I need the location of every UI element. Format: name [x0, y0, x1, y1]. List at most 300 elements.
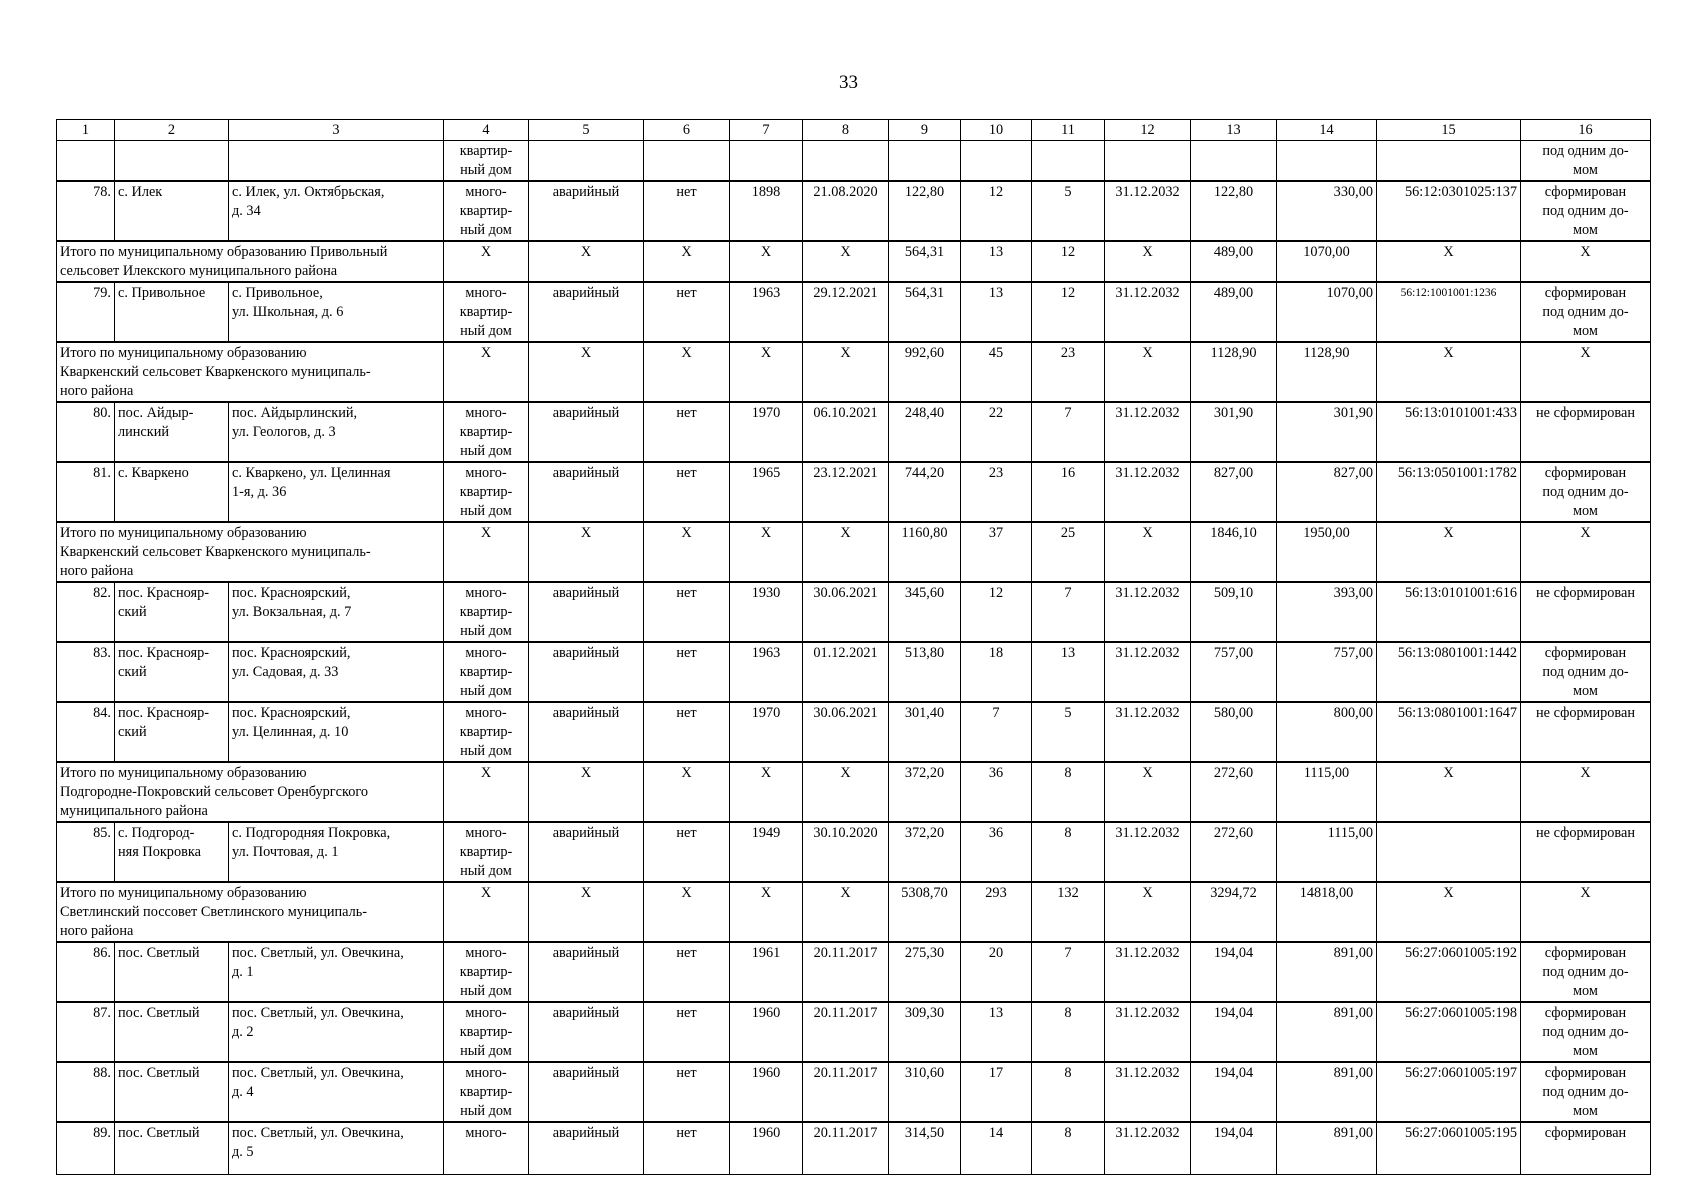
settlement-cell: пос. Краснояр- ский [115, 642, 229, 702]
status-cell: аварийный [529, 181, 644, 241]
row-number: 84. [57, 702, 115, 762]
subtotal-x-cell: Х [444, 762, 529, 822]
status-cell: аварийный [529, 282, 644, 342]
building-type-cell: много- квартир- ный дом [444, 1002, 529, 1062]
building-type-cell: много- квартир- ный дом [444, 582, 529, 642]
subtotal-area-cell: 1160,80 [889, 522, 961, 582]
deadline-cell: 31.12.2032 [1105, 582, 1191, 642]
land-status-cell: не сформирован [1521, 822, 1651, 882]
table-row [57, 702, 1651, 762]
subtotal-x-cell: Х [803, 762, 889, 822]
flats-cell: 7 [1032, 582, 1105, 642]
subtotal-residents-cell: 13 [961, 241, 1032, 282]
area-cell: 372,20 [889, 822, 961, 882]
building-type-cell: много- квартир- ный дом [444, 942, 529, 1002]
area-planned-cell: 194,04 [1191, 1122, 1277, 1174]
residents-cell: 36 [961, 822, 1032, 882]
subtotal-cadastre-cell: Х [1377, 342, 1521, 402]
subtotal-x-cell: Х [803, 342, 889, 402]
reserve-cell: нет [644, 1002, 730, 1062]
residents-cell: 12 [961, 181, 1032, 241]
subtotal-area-cell: 372,20 [889, 762, 961, 822]
address-cell: пос. Айдырлинский, ул. Геологов, д. 3 [229, 402, 444, 462]
area-cell: 513,80 [889, 642, 961, 702]
subtotal-land-cell: Х [1521, 241, 1651, 282]
flats-cell: 8 [1032, 1002, 1105, 1062]
subtotal-residents-cell: 37 [961, 522, 1032, 582]
area-total-cell: 330,00 [1277, 181, 1377, 241]
subtotal-label: Итого по муниципальному образованию Подгородне-Покровский сельсовет Оренбургского муниципального района [57, 762, 444, 822]
column-header-4: 4 [444, 120, 529, 141]
cadastre-cell: 56:13:0101001:616 [1377, 582, 1521, 642]
year-cell: 1963 [730, 282, 803, 342]
table-row [57, 282, 1651, 342]
reserve-cell: нет [644, 642, 730, 702]
area-cell: 309,30 [889, 1002, 961, 1062]
housing-table [56, 119, 1651, 1175]
area-total-cell: 301,90 [1277, 402, 1377, 462]
subtotal-cadastre-cell: Х [1377, 882, 1521, 942]
area-planned-cell: 757,00 [1191, 642, 1277, 702]
settlement-cell: с. Кваркено [115, 462, 229, 522]
table-row [57, 462, 1651, 522]
subtotal-cadastre-cell: Х [1377, 522, 1521, 582]
subtotal-label: Итого по муниципальному образованию Светлинский поссовет Светлинского муниципаль- ного района [57, 882, 444, 942]
row-number: 87. [57, 1002, 115, 1062]
area-cell: 301,40 [889, 702, 961, 762]
date-cell: 21.08.2020 [803, 181, 889, 241]
subtotal-x-cell: Х [644, 882, 730, 942]
cadastre-cell: 56:13:0801001:1442 [1377, 642, 1521, 702]
column-header-10: 10 [961, 120, 1032, 141]
subtotal-x-cell: Х [529, 762, 644, 822]
area-total-cell: 827,00 [1277, 462, 1377, 522]
subtotal-flats-cell: 25 [1032, 522, 1105, 582]
residents-cell: 7 [961, 702, 1032, 762]
settlement-cell: с. Привольное [115, 282, 229, 342]
subtotal-area-cell: 5308,70 [889, 882, 961, 942]
settlement-cell: с. Подгород- няя Покровка [115, 822, 229, 882]
column-header-11: 11 [1032, 120, 1105, 141]
subtotal-deadline-cell: Х [1105, 241, 1191, 282]
residents-cell: 23 [961, 462, 1032, 522]
column-header-13: 13 [1191, 120, 1277, 141]
building-type-cell: много- квартир- ный дом [444, 642, 529, 702]
status-cell: аварийный [529, 942, 644, 1002]
status-cell: аварийный [529, 642, 644, 702]
year-cell: 1963 [730, 642, 803, 702]
residents-cell: 13 [961, 282, 1032, 342]
subtotal-x-cell: Х [644, 762, 730, 822]
table-row [57, 1122, 1651, 1174]
area-total-cell: 393,00 [1277, 582, 1377, 642]
subtotal-x-cell: Х [730, 241, 803, 282]
column-header-2: 2 [115, 120, 229, 141]
subtotal-x-cell: Х [644, 522, 730, 582]
address-cell: пос. Светлый, ул. Овечкина, д. 5 [229, 1122, 444, 1174]
deadline-cell: 31.12.2032 [1105, 1002, 1191, 1062]
reserve-cell: нет [644, 822, 730, 882]
building-type-cell: много- [444, 1122, 529, 1174]
area-planned-cell: 301,90 [1191, 402, 1277, 462]
subtotal-x-cell: Х [644, 241, 730, 282]
area-planned-cell: 122,80 [1191, 181, 1277, 241]
subtotal-area-total-cell: 1950,00 [1277, 522, 1377, 582]
area-planned-cell: 580,00 [1191, 702, 1277, 762]
status-cell: аварийный [529, 1062, 644, 1122]
address-cell: пос. Красноярский, ул. Садовая, д. 33 [229, 642, 444, 702]
area-total-cell: 891,00 [1277, 1062, 1377, 1122]
area-planned-cell: 194,04 [1191, 1002, 1277, 1062]
address-cell: с. Привольное, ул. Школьная, д. 6 [229, 282, 444, 342]
deadline-cell: 31.12.2032 [1105, 462, 1191, 522]
subtotal-x-cell: Х [444, 882, 529, 942]
area-planned-cell: 509,10 [1191, 582, 1277, 642]
residents-cell: 22 [961, 402, 1032, 462]
subtotal-x-cell: Х [730, 522, 803, 582]
row-number: 86. [57, 942, 115, 1002]
status-cell: аварийный [529, 402, 644, 462]
column-header-14: 14 [1277, 120, 1377, 141]
status-cell: аварийный [529, 462, 644, 522]
subtotal-deadline-cell: Х [1105, 342, 1191, 402]
area-cell: 564,31 [889, 282, 961, 342]
column-header-16: 16 [1521, 120, 1651, 141]
row-number: 78. [57, 181, 115, 241]
cadastre-cell: 56:12:1001001:1236 [1377, 282, 1521, 342]
reserve-cell: нет [644, 942, 730, 1002]
subtotal-land-cell: Х [1521, 522, 1651, 582]
status-cell: аварийный [529, 822, 644, 882]
subtotal-x-cell: Х [730, 882, 803, 942]
area-total-cell: 1070,00 [1277, 282, 1377, 342]
residents-cell: 20 [961, 942, 1032, 1002]
subtotal-x-cell: Х [730, 342, 803, 402]
year-cell: 1965 [730, 462, 803, 522]
settlement-cell: пос. Светлый [115, 1002, 229, 1062]
residents-cell: 12 [961, 582, 1032, 642]
subtotal-x-cell: Х [803, 882, 889, 942]
subtotal-x-cell: Х [529, 342, 644, 402]
date-cell: 01.12.2021 [803, 642, 889, 702]
cadastre-cell: 56:13:0501001:1782 [1377, 462, 1521, 522]
address-cell: с. Илек, ул. Октябрьская, д. 34 [229, 181, 444, 241]
subtotal-land-cell: Х [1521, 342, 1651, 402]
subtotal-row [57, 882, 1651, 942]
subtotal-land-cell: Х [1521, 762, 1651, 822]
subtotal-cadastre-cell: Х [1377, 241, 1521, 282]
area-total-cell: 757,00 [1277, 642, 1377, 702]
date-cell: 30.06.2021 [803, 582, 889, 642]
reserve-cell: нет [644, 181, 730, 241]
subtotal-area-cell: 564,31 [889, 241, 961, 282]
subtotal-label: Итого по муниципальному образованию Привольный сельсовет Илекского муниципального района [57, 241, 444, 282]
year-cell: 1949 [730, 822, 803, 882]
land-status-cell: не сформирован [1521, 402, 1651, 462]
reserve-cell: нет [644, 462, 730, 522]
land-status-cell: сформирован под одним до- мом [1521, 282, 1651, 342]
row-number: 88. [57, 1062, 115, 1122]
column-header-8: 8 [803, 120, 889, 141]
settlement-cell: пос. Светлый [115, 942, 229, 1002]
area-total-cell: 891,00 [1277, 1122, 1377, 1174]
area-total-cell: 891,00 [1277, 1002, 1377, 1062]
subtotal-area-total-cell: 1128,90 [1277, 342, 1377, 402]
building-type-cell: много- квартир- ный дом [444, 181, 529, 241]
column-header-15: 15 [1377, 120, 1521, 141]
building-type-cell: много- квартир- ный дом [444, 1062, 529, 1122]
status-cell: аварийный [529, 1122, 644, 1174]
deadline-cell: 31.12.2032 [1105, 642, 1191, 702]
deadline-cell: 31.12.2032 [1105, 402, 1191, 462]
building-type-cell: много- квартир- ный дом [444, 702, 529, 762]
column-header-6: 6 [644, 120, 730, 141]
subtotal-row [57, 342, 1651, 402]
reserve-cell: нет [644, 402, 730, 462]
land-status-cell: сформирован [1521, 1122, 1651, 1174]
subtotal-row [57, 762, 1651, 822]
reserve-cell: нет [644, 282, 730, 342]
settlement-cell: пос. Светлый [115, 1062, 229, 1122]
year-cell: 1960 [730, 1002, 803, 1062]
year-cell: 1961 [730, 942, 803, 1002]
address-cell: пос. Красноярский, ул. Целинная, д. 10 [229, 702, 444, 762]
area-cell: 310,60 [889, 1062, 961, 1122]
subtotal-residents-cell: 293 [961, 882, 1032, 942]
table-row [57, 181, 1651, 241]
flats-cell: 5 [1032, 181, 1105, 241]
cadastre-cell [1377, 822, 1521, 882]
subtotal-area-total-cell: 14818,00 [1277, 882, 1377, 942]
subtotal-area-planned-cell: 1128,90 [1191, 342, 1277, 402]
flats-cell: 8 [1032, 1062, 1105, 1122]
address-cell: пос. Светлый, ул. Овечкина, д. 4 [229, 1062, 444, 1122]
settlement-cell: пос. Айдыр- линский [115, 402, 229, 462]
subtotal-x-cell: Х [529, 241, 644, 282]
reserve-cell: нет [644, 702, 730, 762]
area-total-cell: 800,00 [1277, 702, 1377, 762]
flats-cell: 12 [1032, 282, 1105, 342]
cadastre-cell: 56:27:0601005:192 [1377, 942, 1521, 1002]
year-cell: 1970 [730, 402, 803, 462]
deadline-cell: 31.12.2032 [1105, 942, 1191, 1002]
year-cell: 1970 [730, 702, 803, 762]
building-type-cell: много- квартир- ный дом [444, 462, 529, 522]
subtotal-x-cell: Х [444, 342, 529, 402]
flats-cell: 8 [1032, 1122, 1105, 1174]
land-status-cell: сформирован под одним до- мом [1521, 462, 1651, 522]
subtotal-row [57, 522, 1651, 582]
area-cell: 345,60 [889, 582, 961, 642]
subtotal-deadline-cell: Х [1105, 762, 1191, 822]
year-cell: 1930 [730, 582, 803, 642]
subtotal-area-total-cell: 1115,00 [1277, 762, 1377, 822]
area-planned-cell: 194,04 [1191, 1062, 1277, 1122]
building-type-cell: много- квартир- ный дом [444, 822, 529, 882]
area-planned-cell: 272,60 [1191, 822, 1277, 882]
row-number: 89. [57, 1122, 115, 1174]
subtotal-residents-cell: 36 [961, 762, 1032, 822]
cadastre-cell: 56:27:0601005:195 [1377, 1122, 1521, 1174]
subtotal-cadastre-cell: Х [1377, 762, 1521, 822]
column-header-3: 3 [229, 120, 444, 141]
subtotal-x-cell: Х [444, 241, 529, 282]
subtotal-x-cell: Х [644, 342, 730, 402]
status-cell: аварийный [529, 1002, 644, 1062]
page-number: 33 [839, 72, 858, 93]
year-cell: 1960 [730, 1122, 803, 1174]
settlement-cell: пос. Светлый [115, 1122, 229, 1174]
area-total-cell: 1115,00 [1277, 822, 1377, 882]
status-cell: аварийный [529, 582, 644, 642]
residents-cell: 14 [961, 1122, 1032, 1174]
row-number: 83. [57, 642, 115, 702]
reserve-cell: нет [644, 582, 730, 642]
subtotal-x-cell: Х [803, 522, 889, 582]
flats-cell: 7 [1032, 942, 1105, 1002]
address-cell: пос. Светлый, ул. Овечкина, д. 2 [229, 1002, 444, 1062]
subtotal-x-cell: Х [730, 762, 803, 822]
land-status-cell: не сформирован [1521, 582, 1651, 642]
table-row [57, 582, 1651, 642]
subtotal-area-planned-cell: 3294,72 [1191, 882, 1277, 942]
land-status-cell: сформирован под одним до- мом [1521, 942, 1651, 1002]
deadline-cell: 31.12.2032 [1105, 181, 1191, 241]
status-cell: аварийный [529, 702, 644, 762]
reserve-cell: нет [644, 1062, 730, 1122]
area-cell: 744,20 [889, 462, 961, 522]
cadastre-cell: 56:27:0601005:197 [1377, 1062, 1521, 1122]
subtotal-x-cell: Х [529, 522, 644, 582]
land-status-cell: сформирован под одним до- мом [1521, 1062, 1651, 1122]
subtotal-land-cell: Х [1521, 882, 1651, 942]
cadastre-cell: 56:12:0301025:137 [1377, 181, 1521, 241]
subtotal-flats-cell: 12 [1032, 241, 1105, 282]
area-cell: 314,50 [889, 1122, 961, 1174]
table-row [57, 822, 1651, 882]
address-cell: с. Подгородняя Покровка, ул. Почтовая, д. 1 [229, 822, 444, 882]
flats-cell: 5 [1032, 702, 1105, 762]
subtotal-x-cell: Х [529, 882, 644, 942]
subtotal-area-planned-cell: 489,00 [1191, 241, 1277, 282]
deadline-cell: 31.12.2032 [1105, 282, 1191, 342]
building-type-cell: много- квартир- ный дом [444, 402, 529, 462]
subtotal-flats-cell: 8 [1032, 762, 1105, 822]
address-cell: пос. Красноярский, ул. Вокзальная, д. 7 [229, 582, 444, 642]
column-header-5: 5 [529, 120, 644, 141]
table-row [57, 942, 1651, 1002]
flats-cell: 7 [1032, 402, 1105, 462]
land-status-cell: не сформирован [1521, 702, 1651, 762]
settlement-cell: с. Илек [115, 181, 229, 241]
flats-cell: 13 [1032, 642, 1105, 702]
flats-cell: 16 [1032, 462, 1105, 522]
column-number-header [57, 120, 1651, 141]
area-cell: 248,40 [889, 402, 961, 462]
date-cell: 20.11.2017 [803, 1062, 889, 1122]
subtotal-label: Итого по муниципальному образованию Кваркенский сельсовет Кваркенского муниципаль- ного района [57, 342, 444, 402]
date-cell: 30.10.2020 [803, 822, 889, 882]
date-cell: 06.10.2021 [803, 402, 889, 462]
settlement-cell: пос. Краснояр- ский [115, 582, 229, 642]
year-cell: 1898 [730, 181, 803, 241]
subtotal-deadline-cell: Х [1105, 882, 1191, 942]
subtotal-area-planned-cell: 1846,10 [1191, 522, 1277, 582]
cadastre-cell: 56:13:0801001:1647 [1377, 702, 1521, 762]
flats-cell: 8 [1032, 822, 1105, 882]
area-cell: 275,30 [889, 942, 961, 1002]
date-cell: 30.06.2021 [803, 702, 889, 762]
cadastre-cell: 56:13:0101001:433 [1377, 402, 1521, 462]
subtotal-row [57, 241, 1651, 282]
land-status-cell: сформирован под одним до- мом [1521, 1002, 1651, 1062]
table-row [57, 402, 1651, 462]
building-type-cell: много- квартир- ный дом [444, 282, 529, 342]
land-status-cell: сформирован под одним до- мом [1521, 181, 1651, 241]
row-number: 79. [57, 282, 115, 342]
subtotal-area-cell: 992,60 [889, 342, 961, 402]
reserve-cell: нет [644, 1122, 730, 1174]
residents-cell: 18 [961, 642, 1032, 702]
year-cell: 1960 [730, 1062, 803, 1122]
table-body [57, 120, 1651, 1175]
deadline-cell: 31.12.2032 [1105, 1062, 1191, 1122]
subtotal-residents-cell: 45 [961, 342, 1032, 402]
subtotal-x-cell: Х [803, 241, 889, 282]
area-planned-cell: 194,04 [1191, 942, 1277, 1002]
date-cell: 20.11.2017 [803, 1002, 889, 1062]
subtotal-deadline-cell: Х [1105, 522, 1191, 582]
continuation-row [57, 141, 1651, 182]
area-planned-cell: 827,00 [1191, 462, 1277, 522]
cadastre-cell: 56:27:0601005:198 [1377, 1002, 1521, 1062]
subtotal-x-cell: Х [444, 522, 529, 582]
deadline-cell: 31.12.2032 [1105, 822, 1191, 882]
subtotal-label: Итого по муниципальному образованию Кваркенский сельсовет Кваркенского муниципаль- ного района [57, 522, 444, 582]
subtotal-flats-cell: 23 [1032, 342, 1105, 402]
date-cell: 20.11.2017 [803, 942, 889, 1002]
column-header-7: 7 [730, 120, 803, 141]
row-number: 80. [57, 402, 115, 462]
row-number: 82. [57, 582, 115, 642]
date-cell: 23.12.2021 [803, 462, 889, 522]
address-cell: пос. Светлый, ул. Овечкина, д. 1 [229, 942, 444, 1002]
subtotal-area-total-cell: 1070,00 [1277, 241, 1377, 282]
deadline-cell: 31.12.2032 [1105, 1122, 1191, 1174]
column-header-1: 1 [57, 120, 115, 141]
settlement-cell: пос. Краснояр- ский [115, 702, 229, 762]
row-number: 81. [57, 462, 115, 522]
land-status-cell: сформирован под одним до- мом [1521, 642, 1651, 702]
date-cell: 20.11.2017 [803, 1122, 889, 1174]
address-cell: с. Кваркено, ул. Целинная 1-я, д. 36 [229, 462, 444, 522]
area-total-cell: 891,00 [1277, 942, 1377, 1002]
area-cell: 122,80 [889, 181, 961, 241]
table-row [57, 642, 1651, 702]
area-planned-cell: 489,00 [1191, 282, 1277, 342]
column-header-12: 12 [1105, 120, 1191, 141]
column-header-9: 9 [889, 120, 961, 141]
table-row [57, 1002, 1651, 1062]
continuation-kind: квартир- ный дом [444, 141, 529, 182]
table-row [57, 1062, 1651, 1122]
residents-cell: 13 [961, 1002, 1032, 1062]
date-cell: 29.12.2021 [803, 282, 889, 342]
row-number: 85. [57, 822, 115, 882]
residents-cell: 17 [961, 1062, 1032, 1122]
continuation-land: под одним до- мом [1521, 141, 1651, 182]
deadline-cell: 31.12.2032 [1105, 702, 1191, 762]
